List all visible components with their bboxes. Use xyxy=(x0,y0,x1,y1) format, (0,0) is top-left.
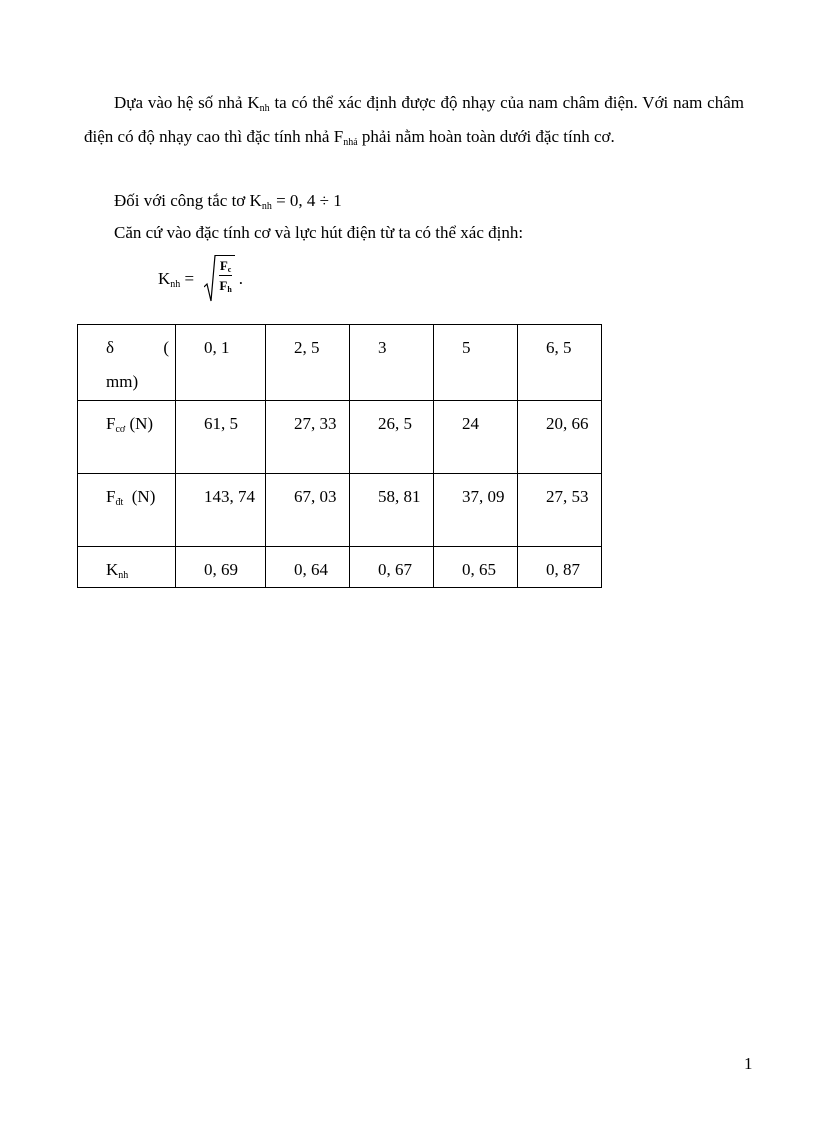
square-root xyxy=(204,255,234,303)
table-cell: 0, 1 xyxy=(176,325,266,401)
paragraph-basis: Căn cứ vào đặc tính cơ và lực hút điện từ ta có thể xác định: xyxy=(114,223,524,242)
table-cell: 2, 5 xyxy=(266,325,350,401)
fraction-denominator: $F_h$ xyxy=(219,278,232,294)
radical-sign-icon xyxy=(204,255,216,303)
row-header-knh: $K_{nh}$ xyxy=(78,547,176,588)
table-cell: 58, 81 xyxy=(350,474,434,547)
table-cell: 27, 33 xyxy=(266,401,350,474)
table-cell: 20, 66 xyxy=(518,401,602,474)
table-cell: 0, 69 xyxy=(176,547,266,588)
formula-period: . xyxy=(238,269,244,288)
paragraph-contactor: Đối với công tắc tơ $K_{nh} = 0$, 4 ÷ 1 xyxy=(114,191,342,212)
table-cell: 37, 09 xyxy=(434,474,518,547)
table-cell: 24 xyxy=(434,401,518,474)
table-cell: 0, 64 xyxy=(266,547,350,588)
formula-equals: = xyxy=(180,269,199,288)
fraction-numerator: $F_c$ xyxy=(219,258,232,274)
table-row xyxy=(78,401,602,474)
table-cell: 27, 53 xyxy=(518,474,602,547)
knh-formula xyxy=(158,254,243,304)
table-cell: 0, 67 xyxy=(350,547,434,588)
characteristics-table xyxy=(77,324,602,588)
table-cell: 67, 03 xyxy=(266,474,350,547)
table-row xyxy=(78,547,602,588)
page-number: 1 xyxy=(744,1054,753,1073)
table-cell: 0, 87 xyxy=(518,547,602,588)
row-header-em-force: $F_{đt}$ (N) xyxy=(78,474,176,547)
table-cell: 5 xyxy=(434,325,518,401)
paragraph-sensitivity: Dựa vào hệ số nhả $K_{nh}$ ta có thể xác định được độ nhạy của nam châm điện. Với nam châm điện có độ nhạy cao thì đặc tính nhả $F_{nhả}$ phải nằm hoàn toàn dưới đặc tính cơ. xyxy=(84,93,744,148)
table-cell: 61, 5 xyxy=(176,401,266,474)
row-header-mech-force: $F_{cơ}$ (N) xyxy=(78,401,176,474)
formula-lhs: $K_{nh}$ xyxy=(158,269,181,290)
table-cell: 3 xyxy=(350,325,434,401)
table-cell: 143, 74 xyxy=(176,474,266,547)
row-header-gap: δ ( mm) xyxy=(78,325,176,401)
table-cell: 6, 5 xyxy=(518,325,602,401)
formula-fraction xyxy=(216,255,234,303)
table-cell: 0, 65 xyxy=(434,547,518,588)
table-row xyxy=(78,474,602,547)
table-row xyxy=(78,325,602,401)
table-cell: 26, 5 xyxy=(350,401,434,474)
